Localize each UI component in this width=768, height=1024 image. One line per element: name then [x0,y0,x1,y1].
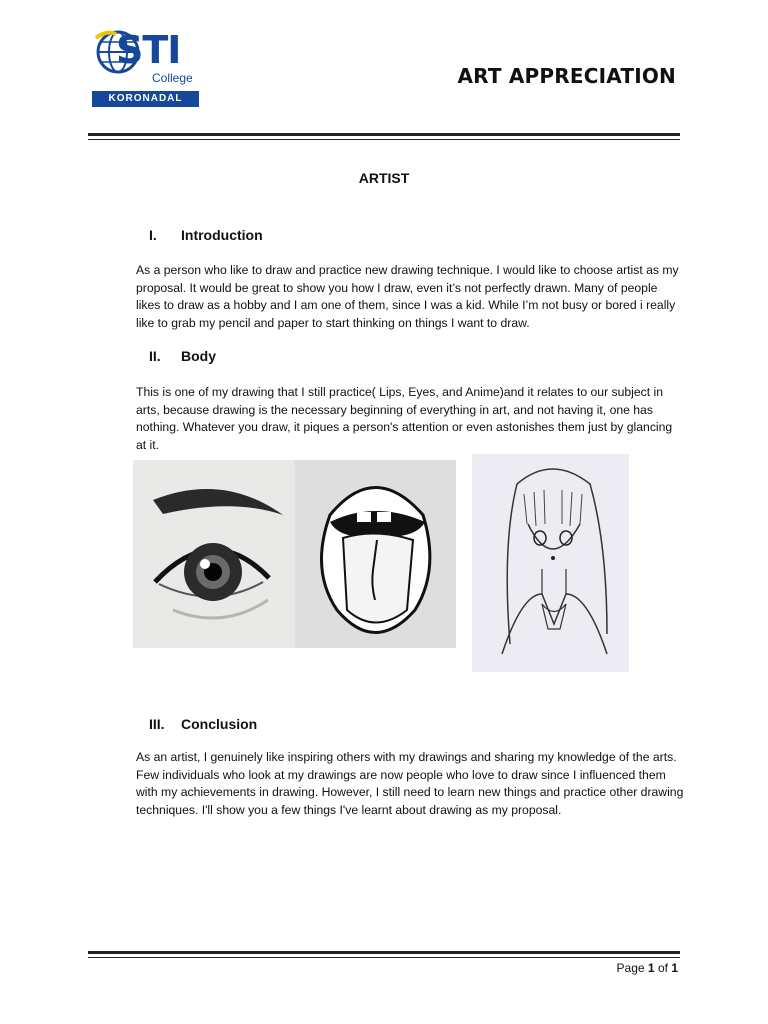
lips-drawing-image [295,460,456,648]
section-heading-body: Body [181,348,216,364]
eye-drawing-image [133,460,295,648]
page-of-label: of [657,961,668,975]
section-number-body: II. [149,348,161,364]
header-rule-thick [88,133,680,136]
logo-wordmark: STI [116,28,181,72]
conclusion-paragraph: As an artist, I genuinely like inspiring others with my drawings and sharing my knowledge of the arts. Few individuals who look at my drawings are now people who love to draw since I influenced them with my achievements in drawing. However, I still need to learn new things and practice other drawing techniques. I'll show you a few things I've learnt about drawing as my proposal. [136,750,684,817]
section-number-introduction: I. [149,227,157,243]
page-number [617,961,678,975]
document-title: ARTIST [358,170,410,186]
footer-rule-thin [88,957,680,958]
school-logo [92,28,202,110]
section-number-conclusion: III. [149,716,165,732]
section-heading-conclusion: Conclusion [181,716,258,732]
section-heading-introduction: Introduction [181,227,263,243]
anime-drawing [472,454,629,672]
page-total: 1 [671,961,678,975]
anime-drawing-image [472,454,629,672]
page-label: Page [616,961,645,975]
introduction-paragraph: As a person who like to draw and practice new drawing technique. I would like to choose artist as my proposal. It would be great to show you how I draw, even it’s not perfectly drawn. Many of people likes to draw as a hobby and I am one of them, since I was a kid. While I’m not busy or bored i really like to grab my pencil and paper to start thinking on things I want to draw. [136,263,679,330]
course-title: ART APPRECIATION [457,64,676,88]
footer-rule-thick [88,951,680,954]
logo-campus-band: KORONADAL [92,91,199,107]
lips-drawing [295,460,456,648]
body-paragraph: This is one of my drawing that I still practice( Lips, Eyes, and Anime)and it relates to our subject in arts, because drawing is the necessary beginning of everything in art, and not having it, one has nothing. Whatever you draw, it piques a person's attention or even astonishes them just by glancing at it. [136,385,673,452]
eye-drawing [133,460,295,648]
page-current: 1 [647,961,655,975]
logo-subtitle: College [152,71,193,85]
header-rule-thin [88,139,680,140]
